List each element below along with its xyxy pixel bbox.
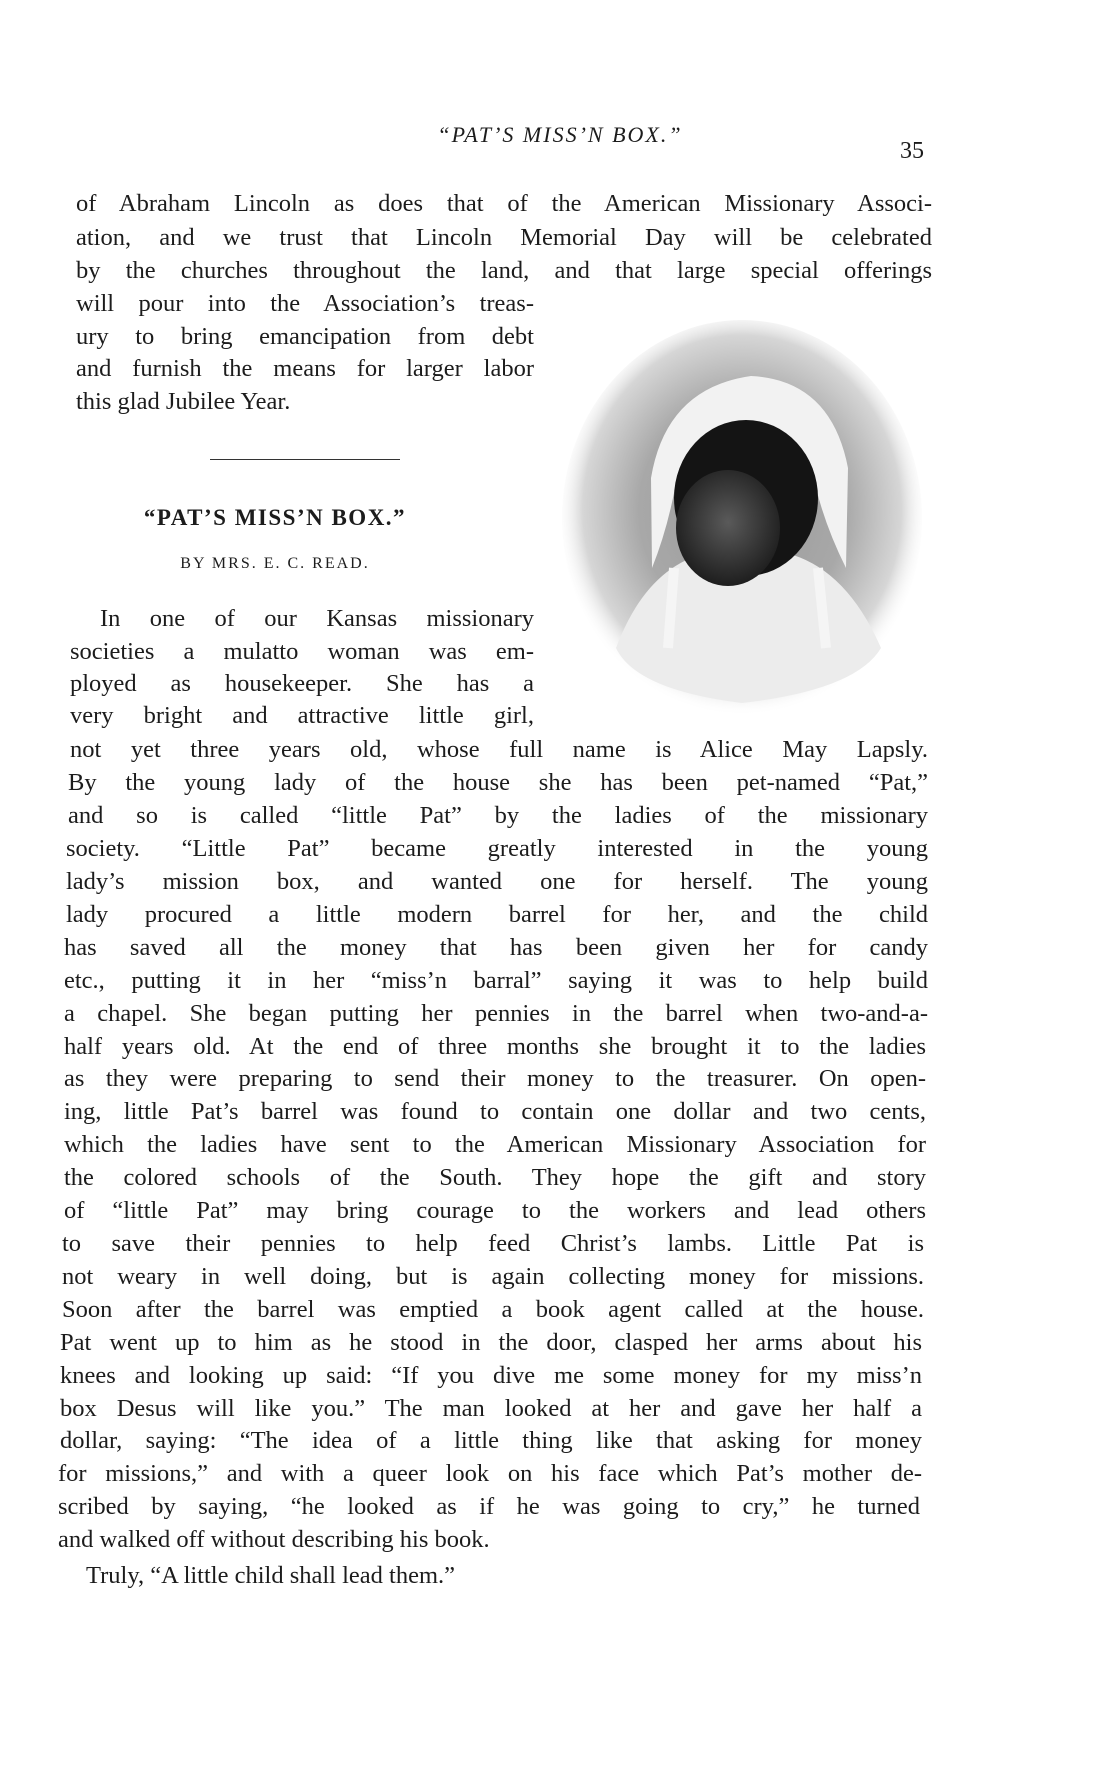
portrait-photo [556,318,928,718]
body-line: knees and looking up said: “If you dive me some money for my miss’n [60,1362,922,1389]
body-line: as they were preparing to send their money to the treasurer. On open- [64,1065,926,1092]
byline: BY MRS. E. C. READ. [180,555,370,572]
page-number: 35 [900,138,924,164]
body-line: By the young lady of the house she has been pet-named “Pat,” [68,769,928,796]
intro-line: by the churches throughout the land, and that large special offerings [76,257,932,284]
child-face [676,470,780,586]
body-line: society. “Little Pat” became greatly interested in the young [66,835,928,862]
body-line: has saved all the money that has been given her for candy [64,934,928,961]
intro-line: ury to bring emancipation from debt [76,323,534,350]
body-line: a chapel. She began putting her pennies in the barrel when two-and-a- [64,1000,928,1027]
body-line: ployed as housekeeper. She has a [70,670,534,697]
body-line: Truly, “A little child shall lead them.” [86,1562,456,1589]
body-line: lady’s mission box, and wanted one for herself. The young [66,868,928,895]
body-line: to save their pennies to help feed Christ’s lambs. Little Pat is [62,1230,924,1257]
body-line: ing, little Pat’s barrel was found to contain one dollar and two cents, [64,1098,926,1125]
intro-line: of Abraham Lincoln as does that of the American Missionary Associ- [76,190,932,217]
body-line: Soon after the barrel was emptied a book agent called at the house. [62,1296,924,1323]
intro-line: ation, and we trust that Lincoln Memorial Day will be celebrated [76,224,932,251]
body-line: for missions,” and with a queer look on his face which Pat’s mother de- [58,1460,922,1487]
body-line: not yet three years old, whose full name is Alice May Lapsly. [70,736,928,763]
intro-line: and furnish the means for larger labor [76,355,534,382]
running-head: “PAT’S MISS’N BOX.” [437,122,683,147]
body-line: the colored schools of the South. They hope the gift and story [64,1164,926,1191]
body-line: half years old. At the end of three months she brought it to the ladies [64,1033,926,1060]
body-line: of “little Pat” may bring courage to the workers and lead others [64,1197,926,1224]
body-line: and so is called “little Pat” by the ladies of the missionary [68,802,928,829]
body-line: and walked off without describing his book. [58,1526,490,1553]
body-line: Pat went up to him as he stood in the door, clasped her arms about his [60,1329,922,1356]
body-line: dollar, saying: “The idea of a little thing like that asking for money [60,1427,922,1454]
body-line: In one of our Kansas missionary [100,605,534,632]
body-line: very bright and attractive little girl, [70,702,534,729]
body-line: scribed by saying, “he looked as if he was going to cry,” he turned [58,1493,920,1520]
body-line: lady procured a little modern barrel for her, and the child [66,901,928,928]
intro-line: this glad Jubilee Year. [76,388,291,415]
intro-line: will pour into the Association’s treas- [76,290,534,317]
article-title: “PAT’S MISS’N BOX.” [143,505,407,530]
body-line: etc., putting it in her “miss’n barral” saying it was to help build [64,967,928,994]
body-line: box Desus will like you.” The man looked at her and gave her half a [60,1395,922,1422]
body-line: not weary in well doing, but is again collecting money for missions. [62,1263,924,1290]
body-line: which the ladies have sent to the American Missionary Association for [64,1131,926,1158]
body-line: societies a mulatto woman was em- [70,638,534,665]
section-divider [210,459,400,460]
